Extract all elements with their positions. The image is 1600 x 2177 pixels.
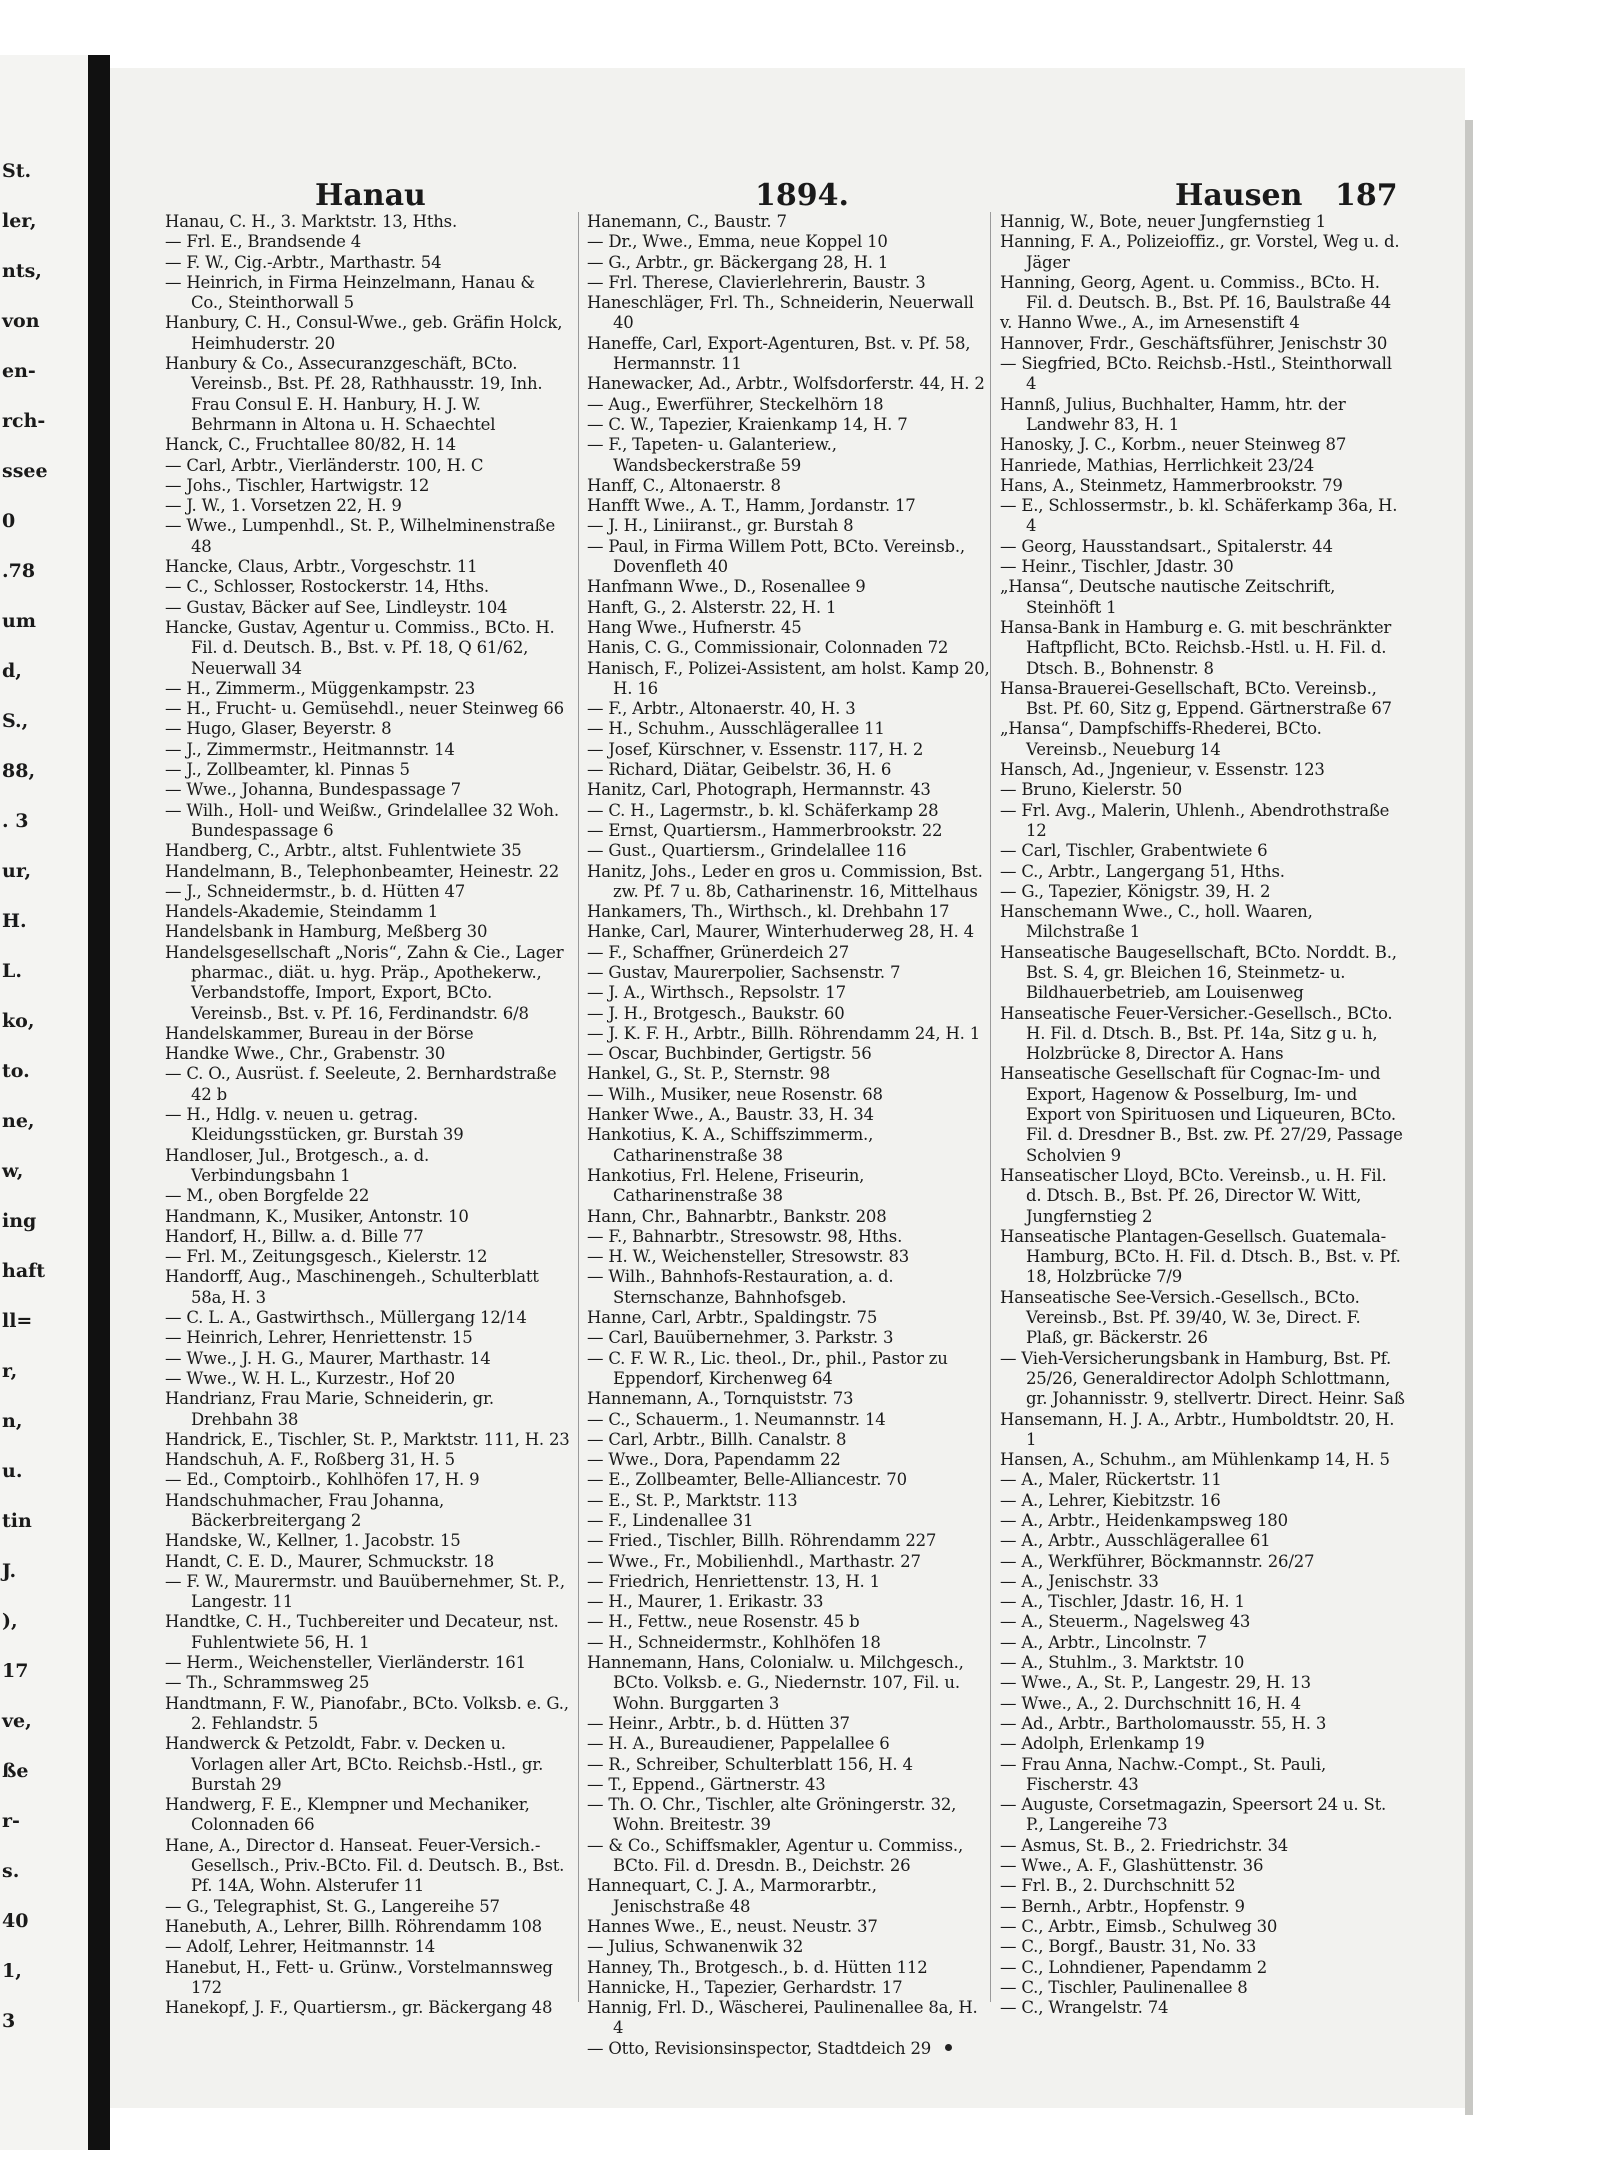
directory-entry: — Friedrich, Henriettenstr. 13, H. 1 — [587, 1571, 880, 1591]
header-right-title: Hausen — [1175, 178, 1303, 213]
directory-entry: — H., Schneidermstr., Kohlhöfen 18 — [587, 1632, 881, 1652]
directory-entry: Handrick, E., Tischler, St. P., Marktstr. 111, H. 23 — [165, 1429, 570, 1449]
margin-fragment: ko, — [2, 1010, 35, 1032]
directory-entry: Handmann, K., Musiker, Antonstr. 10 — [165, 1206, 469, 1226]
directory-entry: — C. L. A., Gastwirthsch., Müllergang 12/14 — [165, 1308, 527, 1328]
page-edge — [1465, 120, 1473, 2115]
directory-entry: Hanning, F. A., Polizeioffiz., gr. Vorstel, Weg u. d. Jäger — [1000, 232, 1400, 272]
directory-entry: — J., Zimmermstr., Heitmannstr. 14 — [165, 739, 455, 759]
margin-fragment: ing — [2, 1210, 37, 1232]
directory-entry: — Wwe., A., 2. Durchschnitt 16, H. 4 — [1000, 1693, 1301, 1713]
directory-entry: — C. W., Tapezier, Kraienkamp 14, H. 7 — [587, 414, 908, 434]
previous-page-strip — [0, 55, 92, 2150]
directory-entry: — Wwe., Lumpenhdl., St. P., Wilhelminenstraße 48 — [165, 516, 556, 556]
directory-entry: Handberg, C., Arbtr., altst. Fuhlentwiete 35 — [165, 841, 522, 861]
directory-entry: Hanisch, F., Polizei-Assistent, am holst. Kamp 20, H. 16 — [587, 658, 990, 698]
directory-entry: — C., Schauerm., 1. Neumannstr. 14 — [587, 1409, 886, 1429]
directory-entry: — Heinr., Arbtr., b. d. Hütten 37 — [587, 1713, 850, 1733]
directory-entry: — H., Hdlg. v. neuen u. getrag. Kleidungsstücken, gr. Burstah 39 — [165, 1105, 464, 1145]
directory-entry: — J. W., 1. Vorsetzen 22, H. 9 — [165, 496, 402, 516]
column-divider — [578, 212, 579, 2002]
directory-entry: — A., Maler, Rückertstr. 11 — [1000, 1470, 1222, 1490]
directory-entry: Hanebuth, A., Lehrer, Billh. Röhrendamm 108 — [165, 1916, 542, 1936]
directory-entry: — C., Borgf., Baustr. 31, No. 33 — [1000, 1937, 1257, 1957]
directory-entry: — G., Arbtr., gr. Bäckergang 28, H. 1 — [587, 252, 889, 272]
directory-entry: — Ed., Comptoirb., Kohlhöfen 17, H. 9 — [165, 1470, 480, 1490]
directory-entry: — A., Arbtr., Ausschlägerallee 61 — [1000, 1531, 1271, 1551]
directory-entry: — H., Maurer, 1. Erikastr. 33 — [587, 1592, 824, 1612]
margin-fragment: ll= — [2, 1310, 33, 1332]
directory-entry: Hanriede, Mathias, Herrlichkeit 23/24 — [1000, 455, 1315, 475]
directory-entry: Hanning, Georg, Agent. u. Commiss., BCto. H. Fil. d. Deutsch. B., Bst. Pf. 16, Baulstraße 44 — [1000, 272, 1392, 313]
directory-entry: Hansa-Brauerei-Gesellschaft, BCto. Vereinsb., Bst. Pf. 60, Sitz g, Eppend. Gärtnerstraße 67 — [1000, 678, 1392, 719]
directory-entry: — C., Arbtr., Langergang 51, Hths. — [1000, 861, 1285, 881]
directory-entry: Handske, W., Kellner, 1. Jacobstr. 15 — [165, 1531, 461, 1551]
margin-fragment: d, — [2, 660, 22, 682]
directory-entry: Hanemann, C., Baustr. 7 — [587, 212, 787, 231]
directory-entry: — J. H., Liniiranst., gr. Burstah 8 — [587, 516, 854, 536]
directory-entry: — Fried., Tischler, Billh. Röhrendamm 227 — [587, 1531, 937, 1551]
directory-entry: Hanitz, Carl, Photograph, Hermannstr. 43 — [587, 780, 931, 800]
directory-entry: Haneffe, Carl, Export-Agenturen, Bst. v. Pf. 58, Hermannstr. 11 — [587, 333, 971, 374]
margin-fragment: ve, — [2, 1710, 32, 1732]
margin-fragment: en- — [2, 360, 36, 382]
margin-fragment: von — [2, 310, 40, 332]
directory-entry: Hanschemann Wwe., C., holl. Waaren, Milchstraße 1 — [1000, 902, 1313, 942]
directory-entry: — Heinr., Tischler, Jdastr. 30 — [1000, 557, 1234, 577]
directory-entry: — Frl. M., Zeitungsgesch., Kielerstr. 12 — [165, 1247, 488, 1267]
margin-fragment: 1, — [2, 1960, 22, 1982]
directory-entry: — C., Arbtr., Eimsb., Schulweg 30 — [1000, 1916, 1278, 1936]
directory-entry: Hanosky, J. C., Korbm., neuer Steinweg 87 — [1000, 435, 1347, 455]
directory-entry: Hanbury & Co., Assecuranzgeschäft, BCto. Vereinsb., Bst. Pf. 28, Rathhausstr. 19, Inh. Frau Consul E. H. Hanbury, H. J. W. Behrmann in Altona u. H. Schaechtel — [165, 354, 543, 434]
directory-entry: Hannß, Julius, Buchhalter, Hamm, htr. der Landwehr 83, H. 1 — [1000, 394, 1346, 434]
directory-entry: — Wilh., Holl- und Weißw., Grindelallee 32 Woh. Bundespassage 6 — [165, 800, 559, 840]
directory-entry: — F., Lindenallee 31 — [587, 1511, 754, 1530]
margin-fragment: ), — [2, 1610, 18, 1632]
directory-entry: Handtke, C. H., Tuchbereiter und Decateur, nst. Fuhlentwiete 56, H. 1 — [165, 1612, 559, 1652]
directory-entry: — C. H., Lagermstr., b. kl. Schäferkamp 28 — [587, 800, 939, 820]
directory-entry: — Paul, in Firma Willem Pott, BCto. Vereinsb., Dovenfleth 40 — [587, 536, 965, 577]
directory-entry: — Frl. Avg., Malerin, Uhlenh., Abendrothstraße 12 — [1000, 800, 1390, 840]
directory-entry: — Wwe., J. H. G., Maurer, Marthastr. 14 — [165, 1348, 491, 1368]
margin-fragment: S., — [2, 710, 29, 732]
header-left-title: Hanau — [315, 178, 426, 213]
directory-entry: Hankamers, Th., Wirthsch., kl. Drehbahn 17 — [587, 902, 950, 922]
directory-entry: — C. F. W. R., Lic. theol., Dr., phil., Pastor zu Eppendorf, Kirchenweg 64 — [587, 1348, 948, 1388]
directory-entry: — E., Zollbeamter, Belle-Alliancestr. 70 — [587, 1470, 907, 1490]
margin-fragment: ssee — [2, 460, 48, 482]
directory-entry: — Th. O. Chr., Tischler, alte Gröningerstr. 32, Wohn. Breitestr. 39 — [587, 1795, 957, 1835]
directory-entry: Handke Wwe., Chr., Grabenstr. 30 — [165, 1044, 446, 1064]
directory-entry: Handrianz, Frau Marie, Schneiderin, gr. Drehbahn 38 — [165, 1389, 494, 1429]
margin-fragment: .78 — [2, 560, 36, 582]
directory-entry: — Wwe., Dora, Papendamm 22 — [587, 1450, 841, 1470]
directory-entry: — C., Schlosser, Rostockerstr. 14, Hths. — [165, 577, 489, 597]
margin-fragment: 40 — [2, 1910, 29, 1932]
directory-entry: Hanseatische Feuer-Versicher.-Gesellsch., BCto. H. Fil. d. Dtsch. B., Bst. Pf. 14a, Sitz g u. h, Holzbrücke 8, Director A. Hans — [1000, 1003, 1393, 1064]
margin-fragment: ler, — [2, 210, 37, 232]
margin-fragment: . 3 — [2, 810, 29, 832]
directory-entry: — Ad., Arbtr., Bartholomausstr. 55, H. 3 — [1000, 1713, 1327, 1733]
directory-entry: Hanseatische See-Versich.-Gesellsch., BCto. Vereinsb., Bst. Pf. 39/40, W. 3e, Direct. F. Plaß, gr. Bäckerstr. 26 — [1000, 1287, 1361, 1348]
margin-fragment: 17 — [2, 1660, 29, 1682]
directory-entry: — J., Zollbeamter, kl. Pinnas 5 — [165, 760, 410, 780]
directory-entry: Hansa-Bank in Hamburg e. G. mit beschränkter Haftpflicht, BCto. Reichsb.-Hstl. u. H. Fil. d. Dtsch. B., Bohnenstr. 8 — [1000, 617, 1392, 678]
directory-entry: — A., Tischler, Jdastr. 16, H. 1 — [1000, 1592, 1245, 1612]
directory-entry: — H., Fettw., neue Rosenstr. 45 b — [587, 1612, 860, 1632]
directory-entry: Hancke, Gustav, Agentur u. Commiss., BCto. H. Fil. d. Deutsch. B., Bst. v. Pf. 18, Q 61/62, Neuerwall 34 — [165, 617, 555, 678]
directory-entry: v. Hanno Wwe., A., im Arnesenstift 4 — [1000, 313, 1300, 333]
directory-entry: — T., Eppend., Gärtnerstr. 43 — [587, 1774, 826, 1794]
directory-entry: Handelsbank in Hamburg, Meßberg 30 — [165, 922, 488, 942]
directory-entry: Hanebut, H., Fett- u. Grünw., Vorstelmannsweg 172 — [165, 1957, 553, 1997]
directory-entry: — Otto, Revisionsinspector, Stadtdeich 29 — [587, 2038, 932, 2058]
directory-entry: — Adolph, Erlenkamp 19 — [1000, 1734, 1205, 1754]
directory-entry: Hanbury, C. H., Consul-Wwe., geb. Gräfin Holck, Heimhuderstr. 20 — [165, 313, 563, 353]
directory-entry: — E., St. P., Marktstr. 113 — [587, 1490, 798, 1510]
directory-entry: Hannemann, Hans, Colonialw. u. Milchgesch., BCto. Volksb. e. G., Niedernstr. 107, Fil. u. Wohn. Burggarten 3 — [587, 1653, 964, 1713]
directory-entry: — Dr., Wwe., Emma, neue Koppel 10 — [587, 232, 888, 252]
margin-fragment: w, — [2, 1160, 24, 1182]
directory-entry: — M., oben Borgfelde 22 — [165, 1186, 370, 1206]
directory-entry: Hanne, Carl, Arbtr., Spaldingstr. 75 — [587, 1308, 878, 1328]
directory-entry: — Carl, Arbtr., Billh. Canalstr. 8 — [587, 1429, 847, 1449]
directory-entry: Handwerck & Petzoldt, Fabr. v. Decken u. Vorlagen aller Art, BCto. Reichsb.-Hstl., gr. Burstah 29 — [165, 1734, 544, 1794]
directory-entry: Hankotius, Frl. Helene, Friseurin, Catharinenstraße 38 — [587, 1165, 865, 1206]
directory-entry: — Hugo, Glaser, Beyerstr. 8 — [165, 719, 392, 739]
directory-entry: — Siegfried, BCto. Reichsb.-Hstl., Steinthorwall 4 — [1000, 354, 1392, 394]
directory-entry: Hane, A., Director d. Hanseat. Feuer-Versich.-Gesellsch., Priv.-BCto. Fil. d. Deutsch. B., Bst. Pf. 14A, Wohn. Alsterufer 11 — [165, 1835, 565, 1896]
header-year: 1894. — [755, 178, 849, 213]
directory-entry: — Oscar, Buchbinder, Gertigstr. 56 — [587, 1044, 872, 1064]
directory-entry: — Gustav, Maurerpolier, Sachsenstr. 7 — [587, 962, 901, 982]
directory-entry: — Asmus, St. B., 2. Friedrichstr. 34 — [1000, 1835, 1289, 1855]
directory-entry: Hanker Wwe., A., Baustr. 33, H. 34 — [587, 1105, 874, 1125]
directory-entry: Hanke, Carl, Maurer, Winterhuderweg 28, H. 4 — [587, 922, 974, 942]
directory-entry: Handelsgesellschaft „Noris“, Zahn & Cie., Lager pharmac., diät. u. hyg. Präp., Apothekerw., Verbandstoffe, Import, Export, BCto. Vereinsb., Bst. v. Pf. 16, Ferdinandstr. 6/8 — [165, 942, 564, 1023]
margin-fragment: rch- — [2, 410, 46, 432]
directory-entry: — H. W., Weichensteller, Stresowstr. 83 — [587, 1247, 910, 1267]
directory-entry: — F., Bahnarbtr., Stresowstr. 98, Hths. — [587, 1226, 903, 1246]
directory-entry: Hanff, C., Altonaerstr. 8 — [587, 475, 781, 495]
directory-entry: — A., Arbtr., Lincolnstr. 7 — [1000, 1632, 1207, 1652]
margin-fragment: 0 — [2, 510, 16, 532]
directory-entry: — Th., Schrammsweg 25 — [165, 1673, 370, 1693]
directory-entry: — H., Frucht- u. Gemüsehdl., neuer Steinweg 66 — [165, 699, 564, 719]
directory-entry: Hansen, A., Schuhm., am Mühlenkamp 14, H. 5 — [1000, 1450, 1390, 1470]
directory-entry: — Frau Anna, Nachw.-Compt., St. Pauli, Fischerstr. 43 — [1000, 1754, 1326, 1794]
directory-entry: Hans, A., Steinmetz, Hammerbrookstr. 79 — [1000, 475, 1343, 495]
directory-entry: Hanfft Wwe., A. T., Hamm, Jordanstr. 17 — [587, 496, 916, 516]
directory-entry: — H. A., Bureaudiener, Pappelallee 6 — [587, 1734, 890, 1754]
directory-entry: — A., Stuhlm., 3. Marktstr. 10 — [1000, 1653, 1245, 1673]
directory-entry: Hannover, Frdr., Geschäftsführer, Jenischstr 30 — [1000, 333, 1388, 353]
directory-entry: Hanck, C., Fruchtallee 80/82, H. 14 — [165, 435, 456, 455]
directory-column-3 — [1000, 212, 1405, 2018]
margin-fragment: n, — [2, 1410, 23, 1432]
page-number: 187 — [1335, 178, 1398, 213]
directory-entry: Handelskammer, Bureau in der Börse — [165, 1023, 474, 1043]
directory-entry: — Ernst, Quartiersm., Hammerbrookstr. 22 — [587, 820, 943, 840]
directory-entry: — F. W., Cig.-Arbtr., Marthastr. 54 — [165, 252, 442, 272]
margin-fragment: tin — [2, 1510, 32, 1532]
directory-entry: Hannig, Frl. D., Wäscherei, Paulinenallee 8a, H. 4 — [587, 1998, 978, 2038]
directory-entry: Hansch, Ad., Jngenieur, v. Essenstr. 123 — [1000, 760, 1325, 780]
margin-fragment: um — [2, 610, 36, 632]
ink-dot — [945, 2044, 952, 2051]
directory-entry: — Josef, Kürschner, v. Essenstr. 117, H. 2 — [587, 739, 924, 759]
directory-entry: Handelmann, B., Telephonbeamter, Heinestr. 22 — [165, 861, 560, 881]
margin-fragment: ur, — [2, 860, 32, 882]
directory-entry: Handorff, Aug., Maschinengeh., Schulterblatt 58a, H. 3 — [165, 1267, 539, 1307]
directory-entry: Hannequart, C. J. A., Marmorarbtr., Jenischstraße 48 — [587, 1876, 877, 1916]
directory-entry: Handels-Akademie, Steindamm 1 — [165, 902, 438, 922]
directory-entry: — Wwe., Johanna, Bundespassage 7 — [165, 780, 461, 800]
directory-entry: Handschuhmacher, Frau Johanna, Bäckerbreitergang 2 — [165, 1490, 445, 1530]
directory-entry: — J. H., Brotgesch., Baukstr. 60 — [587, 1003, 845, 1023]
directory-entry: — Carl, Arbtr., Vierländerstr. 100, H. C — [165, 455, 484, 475]
directory-entry: — Wwe., A., St. P., Langestr. 29, H. 13 — [1000, 1673, 1311, 1693]
margin-fragment: to. — [2, 1060, 30, 1082]
directory-entry: Hankel, G., St. P., Sternstr. 98 — [587, 1064, 831, 1084]
directory-entry: Hanitz, Johs., Leder en gros u. Commission, Bst. zw. Pf. 7 u. 8b, Catharinenstr. 16, Mittelhaus — [587, 861, 983, 901]
directory-entry: Hanseatischer Lloyd, BCto. Vereinsb., u. H. Fil. d. Dtsch. B., Bst. Pf. 26, Director W. Witt, Jungfernstieg 2 — [1000, 1165, 1387, 1226]
margin-fragment: s. — [2, 1860, 20, 1882]
directory-entry: — Gust., Quartiersm., Grindelallee 116 — [587, 841, 907, 861]
directory-entry: — F., Schaffner, Grünerdeich 27 — [587, 942, 850, 962]
directory-entry: Hannicke, H., Tapezier, Gerhardstr. 17 — [587, 1977, 903, 1997]
directory-entry: — A., Lehrer, Kiebitzstr. 16 — [1000, 1490, 1221, 1510]
directory-entry: Hanis, C. G., Commissionair, Colonnaden 72 — [587, 638, 949, 658]
directory-entry: Hanft, G., 2. Alsterstr. 22, H. 1 — [587, 597, 837, 617]
directory-entry: — A., Werkführer, Böckmannstr. 26/27 — [1000, 1551, 1315, 1571]
directory-entry: Hankotius, K. A., Schiffszimmerm., Catharinenstraße 38 — [587, 1125, 874, 1165]
margin-fragment: L. — [2, 960, 22, 982]
directory-column-1 — [165, 212, 570, 2018]
directory-entry: Hansemann, H. J. A., Arbtr., Humboldtstr. 20, H. 1 — [1000, 1409, 1395, 1449]
directory-entry: — Johs., Tischler, Hartwigstr. 12 — [165, 475, 430, 495]
directory-entry: — A., Arbtr., Heidenkampsweg 180 — [1000, 1511, 1288, 1530]
margin-fragment: St. — [2, 160, 32, 182]
directory-entry: Hanekopf, J. F., Quartiersm., gr. Bäckergang 48 — [165, 1998, 553, 2018]
directory-entry: Hang Wwe., Hufnerstr. 45 — [587, 617, 802, 637]
directory-entry: — F., Arbtr., Altonaerstr. 40, H. 3 — [587, 699, 856, 719]
directory-entry: Hann, Chr., Bahnarbtr., Bankstr. 208 — [587, 1206, 887, 1226]
directory-entry: — J. A., Wirthsch., Repsolstr. 17 — [587, 983, 846, 1003]
directory-entry: Handt, C. E. D., Maurer, Schmuckstr. 18 — [165, 1551, 495, 1571]
directory-entry: — Julius, Schwanenwik 32 — [587, 1937, 804, 1957]
directory-entry: — Richard, Diätar, Geibelstr. 36, H. 6 — [587, 760, 892, 780]
directory-entry: Handtmann, F. W., Pianofabr., BCto. Volksb. e. G., 2. Fehlandstr. 5 — [165, 1693, 569, 1733]
directory-entry: Hanewacker, Ad., Arbtr., Wolfsdorferstr. 44, H. 2 — [587, 374, 985, 394]
directory-entry: Handorf, H., Billw. a. d. Bille 77 — [165, 1226, 424, 1246]
directory-entry: — Wilh., Bahnhofs-Restauration, a. d. Sternschanze, Bahnhofsgeb. — [587, 1267, 894, 1307]
directory-entry: — Frl. B., 2. Durchschnitt 52 — [1000, 1876, 1236, 1896]
margin-fragment: J. — [2, 1560, 17, 1582]
directory-entry: — H., Zimmerm., Müggenkampstr. 23 — [165, 678, 476, 698]
directory-entry: — R., Schreiber, Schulterblatt 156, H. 4 — [587, 1754, 913, 1774]
directory-entry: Handschuh, A. F., Roßberg 31, H. 5 — [165, 1450, 455, 1470]
directory-entry: Hanseatische Gesellschaft für Cognac-Im- und Export, Hagenow & Posselburg, Im- und Export von Spirituosen und Liqueuren, BCto. Fil. d. Dresdner B., Bst. zw. Pf. 27/29, Passage Scholvien 9 — [1000, 1064, 1403, 1165]
directory-entry: — A., Steuerm., Nagelsweg 43 — [1000, 1612, 1251, 1632]
directory-entry: — Frl. E., Brandsende 4 — [165, 232, 361, 252]
directory-entry: — E., Schlossermstr., b. kl. Schäferkamp 36a, H. 4 — [1000, 496, 1398, 536]
directory-entry: Hanfmann Wwe., D., Rosenallee 9 — [587, 577, 866, 597]
directory-entry: — Herm., Weichensteller, Vierländerstr. 161 — [165, 1653, 526, 1673]
directory-entry: — Bernh., Arbtr., Hopfenstr. 9 — [1000, 1896, 1245, 1916]
directory-column-2 — [587, 212, 992, 2058]
margin-fragment: ne, — [2, 1110, 35, 1132]
directory-entry: — J., Schneidermstr., b. d. Hütten 47 — [165, 881, 466, 901]
directory-entry: — F., Tapeten- u. Galanteriew., Wandsbeckerstraße 59 — [587, 435, 837, 475]
directory-entry: „Hansa“, Dampfschiffs-Rhederei, BCto. Vereinsb., Neueburg 14 — [1000, 719, 1322, 759]
directory-entry: — Carl, Bauübernehmer, 3. Parkstr. 3 — [587, 1328, 894, 1348]
directory-entry: — C., Lohndiener, Papendamm 2 — [1000, 1957, 1268, 1977]
directory-entry: — Vieh-Versicherungsbank in Hamburg, Bst. Pf. 25/26, Generaldirector Adolph Schlottmann, gr. Johannisstr. 9, stellvertr. Direct. Heinr. Saß — [1000, 1348, 1405, 1409]
directory-entry: — C., Wrangelstr. 74 — [1000, 1998, 1169, 2018]
margin-fragment: H. — [2, 910, 27, 932]
directory-entry: — C., Tischler, Paulinenallee 8 — [1000, 1977, 1248, 1997]
directory-entry: Hanau, C. H., 3. Marktstr. 13, Hths. — [165, 212, 457, 231]
directory-entry: — Wwe., Fr., Mobilienhdl., Marthastr. 27 — [587, 1551, 921, 1571]
directory-entry: — C. O., Ausrüst. f. Seeleute, 2. Bernhardstraße 42 b — [165, 1064, 557, 1104]
directory-entry: — F. W., Maurermstr. und Bauübernehmer, St. P., Langestr. 11 — [165, 1571, 565, 1612]
directory-entry: Haneschläger, Frl. Th., Schneiderin, Neuerwall 40 — [587, 293, 974, 333]
directory-entry: — Heinrich, Lehrer, Henriettenstr. 15 — [165, 1328, 473, 1348]
directory-entry: — G., Telegraphist, St. G., Langereihe 57 — [165, 1896, 500, 1916]
book-spine — [88, 55, 110, 2150]
directory-entry: — Georg, Hausstandsart., Spitalerstr. 44 — [1000, 536, 1333, 556]
margin-fragment: r, — [2, 1360, 18, 1382]
directory-entry: — & Co., Schiffsmakler, Agentur u. Commiss., BCto. Fil. d. Dresdn. B., Deichstr. 26 — [587, 1835, 964, 1876]
directory-entry: Handloser, Jul., Brotgesch., a. d. Verbindungsbahn 1 — [165, 1145, 429, 1185]
margin-fragment: 3 — [2, 2010, 16, 2032]
directory-entry: — Aug., Ewerführer, Steckelhörn 18 — [587, 394, 884, 414]
margin-fragment: haft — [2, 1260, 46, 1282]
directory-entry: Handwerg, F. E., Klempner und Mechaniker, Colonnaden 66 — [165, 1795, 530, 1835]
directory-entry: — Bruno, Kielerstr. 50 — [1000, 780, 1182, 800]
directory-entry: — Wwe., W. H. L., Kurzestr., Hof 20 — [165, 1368, 455, 1388]
margin-fragment: r- — [2, 1810, 20, 1832]
directory-entry: „Hansa“, Deutsche nautische Zeitschrift, Steinhöft 1 — [1000, 577, 1336, 617]
directory-entry: — Gustav, Bäcker auf See, Lindleystr. 104 — [165, 597, 508, 617]
directory-entry: — Frl. Therese, Clavierlehrerin, Baustr. 3 — [587, 272, 926, 292]
directory-entry: — Wwe., A. F., Glashüttenstr. 36 — [1000, 1856, 1264, 1876]
margin-fragment: nts, — [2, 260, 42, 282]
directory-entry: Hanney, Th., Brotgesch., b. d. Hütten 112 — [587, 1957, 928, 1977]
directory-entry: — J. K. F. H., Arbtr., Billh. Röhrendamm 24, H. 1 — [587, 1023, 981, 1043]
directory-entry: — Adolf, Lehrer, Heitmannstr. 14 — [165, 1937, 436, 1957]
directory-entry: Hanseatische Baugesellschaft, BCto. Norddt. B., Bst. S. 4, gr. Bleichen 16, Steinmetz- u. Bildhauerbetrieb, am Louisenweg — [1000, 942, 1397, 1003]
directory-entry: — Wilh., Musiker, neue Rosenstr. 68 — [587, 1084, 883, 1104]
directory-entry: — A., Jenischstr. 33 — [1000, 1571, 1159, 1591]
directory-entry: — H., Schuhm., Ausschlägerallee 11 — [587, 719, 885, 739]
directory-entry: — Auguste, Corsetmagazin, Speersort 24 u. St. P., Langereihe 73 — [1000, 1795, 1387, 1835]
directory-entry: Hanseatische Plantagen-Gesellsch. Guatemala-Hamburg, BCto. H. Fil. d. Dtsch. B., Bst. v. Pf. 18, Holzbrücke 7/9 — [1000, 1226, 1401, 1287]
margin-fragment: ße — [2, 1760, 29, 1782]
directory-entry: — Heinrich, in Firma Heinzelmann, Hanau & Co., Steinthorwall 5 — [165, 272, 535, 313]
directory-entry: Hannig, W., Bote, neuer Jungfernstieg 1 — [1000, 212, 1326, 231]
directory-entry: — G., Tapezier, Königstr. 39, H. 2 — [1000, 881, 1271, 901]
margin-fragment: 88, — [2, 760, 36, 782]
directory-entry: Hancke, Claus, Arbtr., Vorgeschstr. 11 — [165, 557, 478, 577]
directory-entry: Hannemann, A., Tornquiststr. 73 — [587, 1389, 854, 1409]
margin-fragment: u. — [2, 1460, 23, 1482]
directory-entry: Hannes Wwe., E., neust. Neustr. 37 — [587, 1916, 878, 1936]
directory-entry: — Carl, Tischler, Grabentwiete 6 — [1000, 841, 1268, 861]
